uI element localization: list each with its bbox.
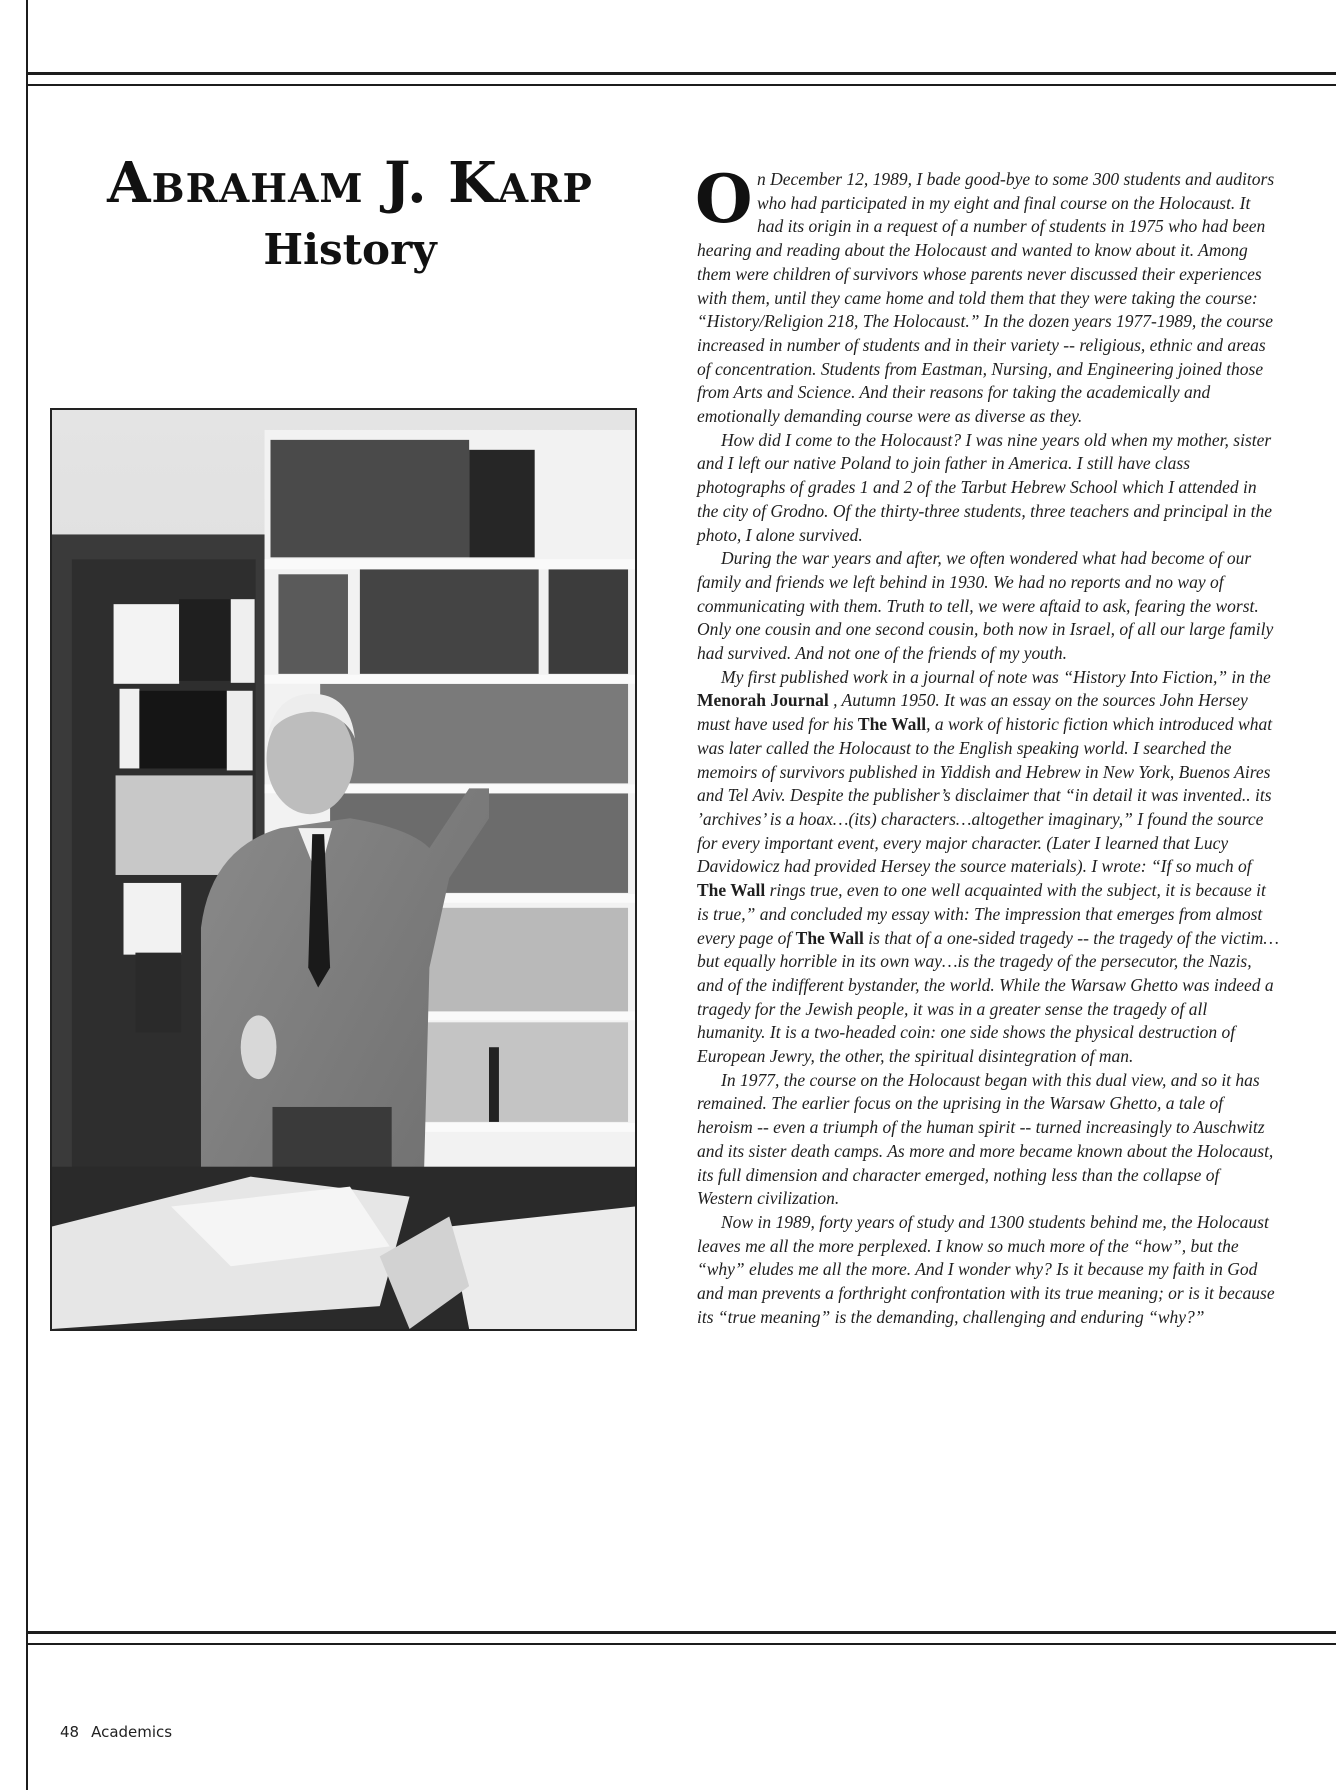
top-rule-upper xyxy=(26,72,1336,75)
paragraph-text: Now in 1989, forty years of study and 1300 students behind me, the Holocaust leaves me all the more perplexed. I know so much more of the “how”, but the “why” eludes me all the more. And I wonder why? Is it because my faith in God and man prevents a forthright confrontation with its true meaning; or is it because its “true meaning” is the demanding, challenging and enduring “why?” xyxy=(697,1211,1275,1327)
department-title: History xyxy=(263,225,437,274)
pinned-cover xyxy=(135,953,181,1033)
page-footer xyxy=(60,1723,172,1741)
article-body xyxy=(695,160,1279,1329)
pinned-cover xyxy=(139,691,226,769)
paragraph-text: , a work of historic fiction which introduced what was later called the Holocaust to the English speaking world. I searched the memoirs of survivors published in Yiddish and Hebrew in New York, Buenos Aires and Tel Aviv. Despite the publisher’s disclaimer that “in detail it was invented.. its ’archives’ is a hoax…(its) characters…altogether imaginary,” I found the source for every important event, every major character. (Later I learned that Lucy Davidowicz had provided Hersey the source materials). I wrote: “If so much of xyxy=(697,714,1273,877)
left-margin-rule xyxy=(26,0,28,1790)
pinned-cover xyxy=(179,599,231,681)
page-number: 48 xyxy=(60,1723,80,1741)
section-name: Academics xyxy=(91,1723,173,1741)
paragraph-text: In 1977, the course on the Holocaust began with this dual view, and so it has remained. The earlier focus on the uprising in the Warsaw Ghetto, a tale of heroism -- even a triumph of the human spirit -- turned increasingly to Auschwitz and its sister death camps. As more and more became known about the Holocaust, its full dimension and character emerged, nothing less than the collapse of Western civilization. xyxy=(697,1069,1274,1209)
article-paragraph xyxy=(697,1211,1279,1330)
article-paragraph xyxy=(697,666,1279,1069)
photo-illustration xyxy=(52,410,635,1329)
pinned-cover xyxy=(114,604,180,684)
paragraph-text: , Autumn 1950. It was an essay on the sources John Hersey must have used for his xyxy=(697,690,1248,735)
portrait-photo xyxy=(50,408,637,1331)
paragraph-text: During the war years and after, we often wondered what had become of our family and friends we left behind in 1930. We had no reports and no way of communicating with them. Truth to tell, we were aftaid to ask, fearing the worst. Only one cousin and one second cousin, both now in Israel, of all our large family had survived. And not one of the friends of my youth. xyxy=(697,548,1274,664)
book-title: The Wall xyxy=(795,927,864,948)
book-title: The Wall xyxy=(857,714,927,735)
page-title: Abraham J. Karp xyxy=(107,150,593,216)
article-paragraph xyxy=(697,429,1279,548)
paragraph-text: How did I come to the Holocaust? I was nine years old when my mother, sister and I left our native Poland to join father in America. I still have class photographs of grades 1 and 2 of the Tarbut Hebrew School which I attended in the city of Grodno. Of the thirty-three students, three teachers and principal in the photo, I alone survived. xyxy=(697,429,1272,545)
article-paragraph xyxy=(695,160,1279,429)
paragraph-text: My first published work in a journal of note was “History Into Fiction,” in the xyxy=(721,666,1271,687)
paragraph-text: rings true, even to one well acquainted with the subject, it is because it is true,” and concluded my essay with: The impression that emerges from almost every page of xyxy=(697,880,1266,948)
title-block xyxy=(40,148,660,278)
drop-cap: O xyxy=(695,160,753,238)
paragraph-text: n December 12, 1989, I bade good-bye to some 300 students and auditors who had participated in my eight and final course on the Holocaust. It had its origin in a request of a number of students in 1975 who had been hearing and reading about the Holocaust and wanted to know about it. Among them were children of survivors whose parents never discussed their experiences with them, until they came home and told them that they were taking the course: “History/Religion 218, The Holocaust.” In the dozen years 1977-1989, the course increased in number of students and in their variety -- religious, ethnic and areas of concentration. Students from Eastman, Nursing, and Engineering joined those from Arts and Science. And their reasons for taking the academically and emotionally demanding course were as diverse as they. xyxy=(697,169,1275,427)
paragraph-text: is that of a one-sided tragedy -- the tragedy of the victim…but equally horrible in its own way…is the tragedy of the persecutor, the Nazis, and of the indifferent bystander, the world. While the Warsaw Ghetto was indeed a tragedy for the Jewish people, it was in a greater sense the tragedy of all humanity. It is a two-headed coin: one side shows the physical destruction of European Jewry, the other, the spiritual disintegration of man. xyxy=(697,927,1279,1067)
bottom-rule-lower xyxy=(26,1643,1336,1645)
article-paragraph xyxy=(697,547,1279,666)
journal-title: Menorah Journal xyxy=(697,690,829,711)
pinned-card xyxy=(124,883,182,955)
article-paragraph xyxy=(697,1069,1279,1211)
book-title: The Wall xyxy=(697,880,766,901)
bottom-rule-upper xyxy=(26,1631,1336,1634)
top-rule-lower xyxy=(26,84,1336,86)
